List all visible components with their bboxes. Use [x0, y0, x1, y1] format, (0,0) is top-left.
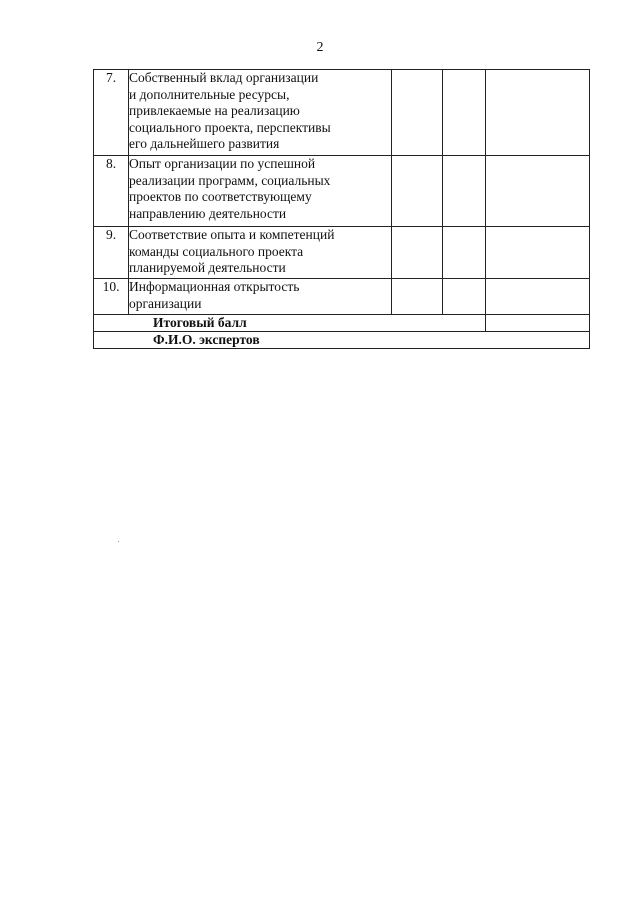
row-number: 8. — [94, 156, 129, 227]
total-score-cell — [486, 315, 590, 332]
criterion-line: планируемой деятельности — [129, 260, 286, 275]
criterion-line: привлекаемые на реализацию — [129, 103, 300, 118]
criterion-text — [129, 227, 392, 279]
total-score-label: Итоговый балл — [94, 315, 486, 332]
table-row — [94, 70, 590, 156]
evaluation-criteria-table — [93, 69, 590, 349]
scan-artifact — [118, 541, 119, 542]
criterion-line: направлению деятельности — [129, 205, 287, 221]
row-number: 7. — [94, 70, 129, 156]
criterion-line: организации — [129, 295, 202, 311]
criterion-line: Соответствие опыта и компетенций — [129, 227, 335, 242]
experts-row — [94, 332, 590, 349]
criterion-text — [129, 156, 392, 227]
comment-cell — [486, 70, 590, 156]
criterion-line: команды социального проекта — [129, 243, 304, 259]
table-row — [94, 156, 590, 227]
score-cell — [392, 227, 443, 279]
criterion-text — [129, 70, 392, 156]
criterion-text — [129, 279, 392, 315]
comment-cell — [486, 227, 590, 279]
criterion-line: проектов по соответствующему — [129, 189, 312, 204]
criterion-line: Опыт организации по успешной — [129, 156, 316, 171]
criterion-line: реализации программ, социальных — [129, 172, 331, 188]
comment-cell — [486, 279, 590, 315]
table-row — [94, 227, 590, 279]
score-cell — [443, 70, 486, 156]
score-cell — [443, 227, 486, 279]
comment-cell — [486, 156, 590, 227]
criterion-line: его дальнейшего развития — [129, 136, 280, 151]
criterion-line: и дополнительные ресурсы, — [129, 86, 290, 102]
row-number: 10. — [94, 279, 129, 315]
criterion-line: Информационная открытость — [129, 279, 300, 294]
score-cell — [392, 156, 443, 227]
total-score-row — [94, 315, 590, 332]
score-cell — [392, 279, 443, 315]
score-cell — [443, 279, 486, 315]
score-cell — [443, 156, 486, 227]
experts-label: Ф.И.О. экспертов — [94, 332, 590, 349]
row-number: 9. — [94, 227, 129, 279]
criterion-line: Собственный вклад организации — [129, 70, 319, 85]
table-row — [94, 279, 590, 315]
score-cell — [392, 70, 443, 156]
criterion-line: социального проекта, перспективы — [129, 119, 331, 135]
page-number: 2 — [316, 40, 324, 55]
